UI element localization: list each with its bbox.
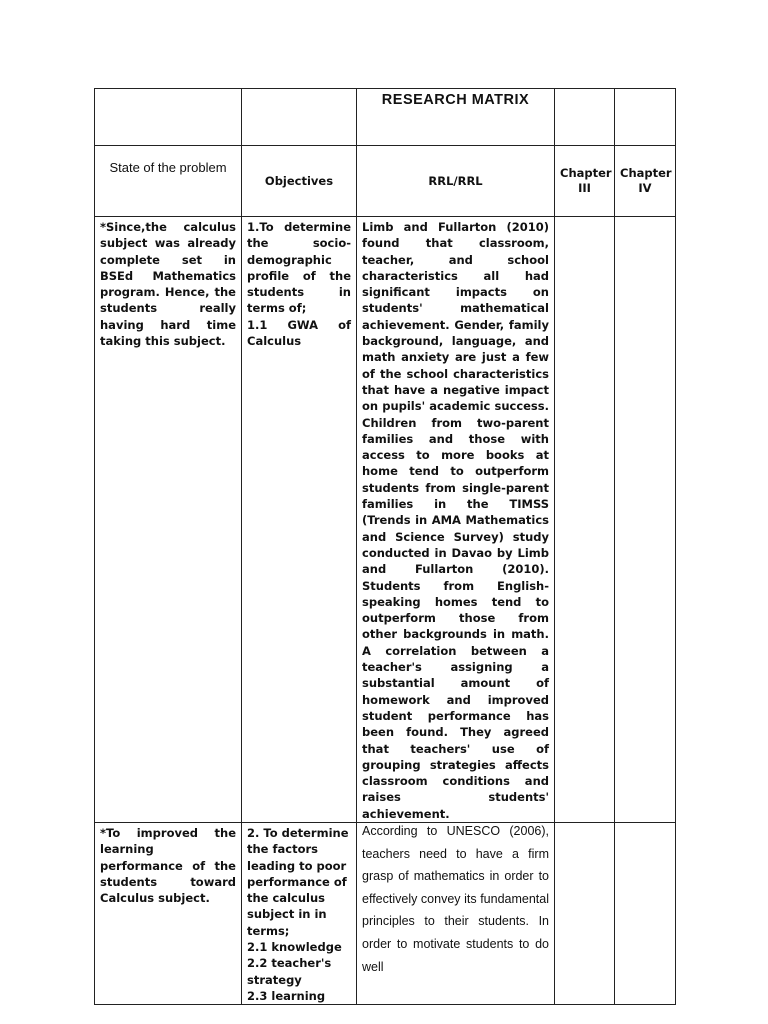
title-cell-empty-4 — [615, 89, 676, 146]
objective-item: 2.2 teacher's strategy — [247, 956, 332, 987]
objective-intro: 1.To determine the socio-demographic profile of the students in terms of; — [247, 220, 351, 316]
objective-intro: 2. To determine the factors leading to poor performance of the calculus subject in in terms; — [247, 825, 349, 938]
document-title: RESEARCH MATRIX — [381, 92, 530, 108]
header-objectives: Objectives — [242, 146, 357, 217]
rrl-text: According to UNESCO (2006), teachers need to have a firm grasp of mathematics in order to effectively convey its fundamental principles to their students. In order to motivate students to do well — [362, 823, 549, 974]
chapter-3-cell — [555, 217, 615, 823]
chapter-3-cell — [555, 822, 615, 1004]
chapter-4-cell — [615, 217, 676, 823]
problem-cell: *Since,the calculus subject was already complete set in BSEd Mathematics program. Hence, the students really having hard time taking this subject. — [95, 217, 242, 823]
objective-item: 2.3 learning — [247, 988, 326, 1003]
header-state-of-problem: State of the problem — [95, 146, 242, 217]
title-cell-empty-3 — [555, 89, 615, 146]
chapter-4-cell — [615, 822, 676, 1004]
objective-item: 1.1 GWA of Calculus — [247, 317, 351, 349]
rrl-cell — [357, 822, 555, 1004]
header-rrl: RRL/RRL — [357, 146, 555, 217]
header-chapter-3: Chapter III — [555, 146, 615, 217]
table-row — [95, 217, 676, 823]
objective-item: 2.1 knowledge — [247, 940, 342, 955]
objectives-cell — [242, 822, 357, 1004]
table-row — [95, 822, 676, 1004]
title-row — [95, 89, 676, 146]
objectives-cell — [242, 217, 357, 823]
research-matrix-table — [94, 88, 676, 1005]
title-cell-empty-1 — [95, 89, 242, 146]
problem-cell: *To improved the learning performance of the students toward Calculus subject. — [95, 822, 242, 1004]
rrl-cell: Limb and Fullarton (2010) found that classroom, teacher, and school characteristics all had significant impacts on students' mathematical achievement. Gender, family background, language, and math anxiety are just a few of the school characteristics that have a negative impact on pupils' academic success. Children from two-parent families and those with access to more books at home tend to outperform students from single-parent families in the TIMSS (Trends in AMA Mathematics and Science Survey) study conducted in Davao by Limb and Fullarton (2010). Students from English-speaking homes tend to outperform those from other backgrounds in math. A correlation between a teacher's assigning a substantial amount of homework and improved student performance has been found. They agreed that teachers' use of grouping strategies affects classroom conditions and raises students' achievement. — [357, 217, 555, 823]
header-row — [95, 146, 676, 217]
title-cell — [357, 89, 555, 146]
title-cell-empty-2 — [242, 89, 357, 146]
header-chapter-4: Chapter IV — [615, 146, 676, 217]
